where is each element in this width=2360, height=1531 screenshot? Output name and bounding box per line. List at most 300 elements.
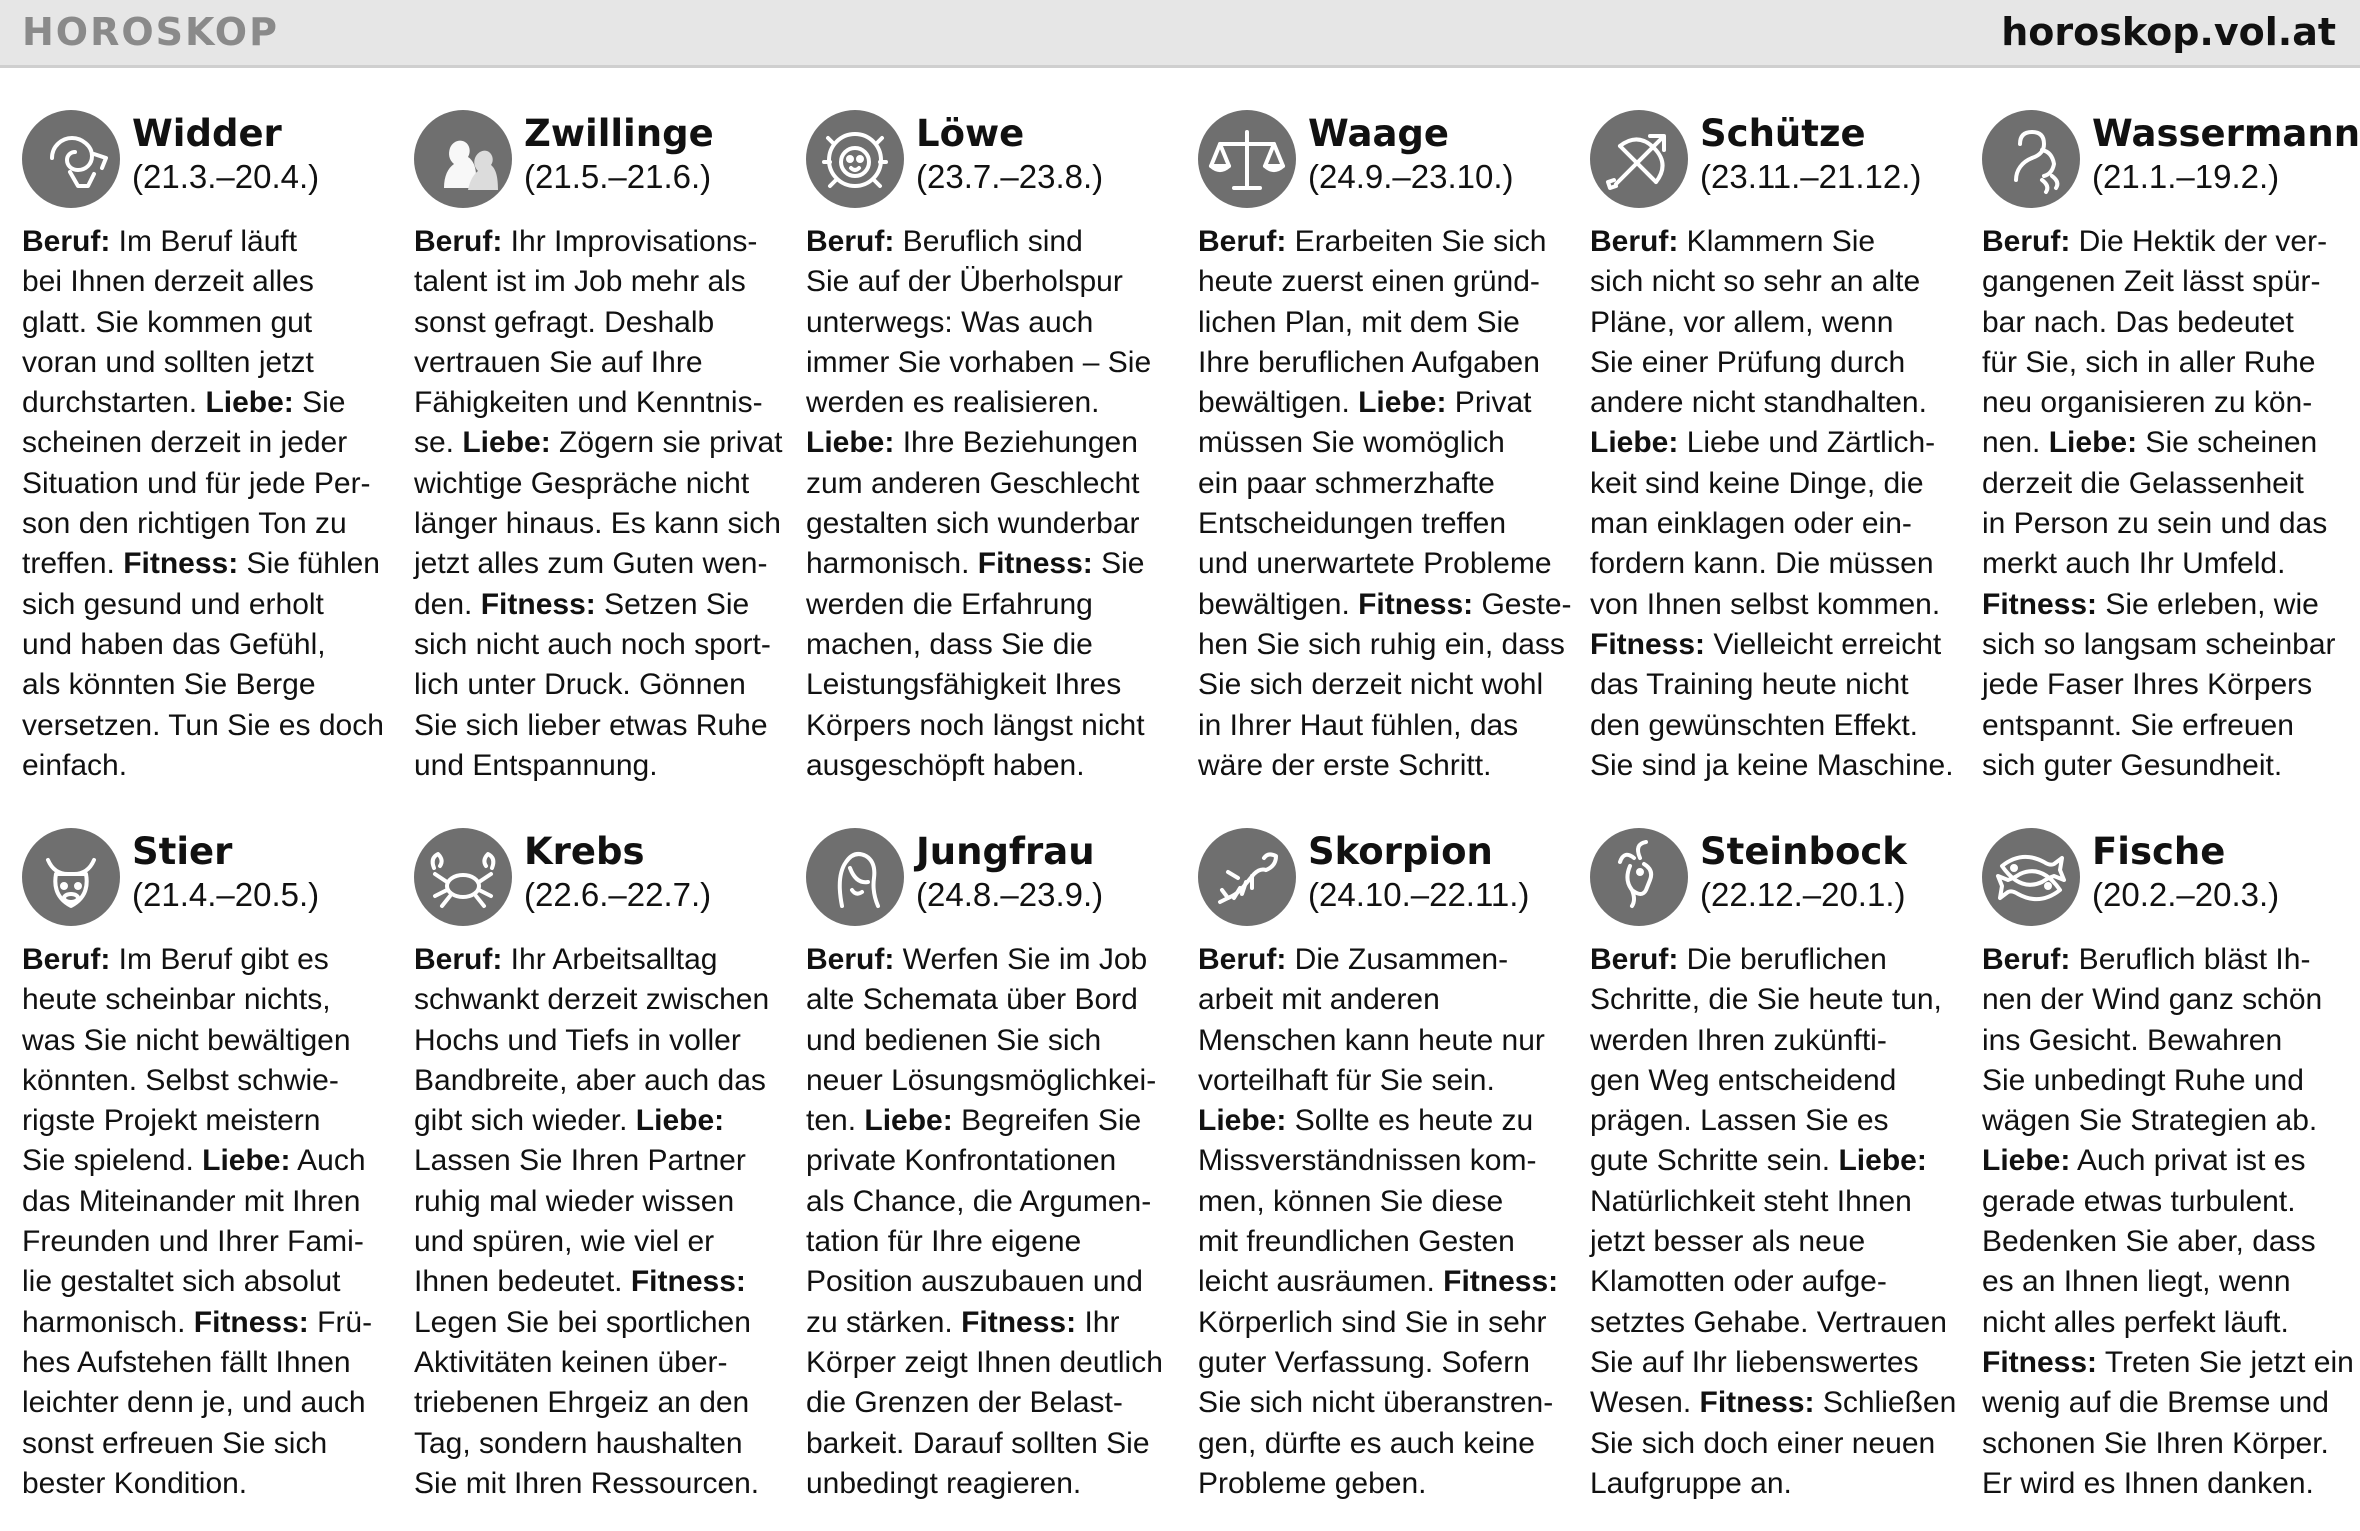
text-segment: zu stärken.: [806, 1305, 962, 1339]
category-label: Liebe:: [462, 426, 551, 460]
text-segment: nen der Wind ganz schön: [1982, 983, 2323, 1017]
text-line: [1982, 1262, 2354, 1302]
text-segment: und Entspannung.: [414, 748, 658, 782]
text-segment: Schritte, die Sie heute tun,: [1590, 983, 1942, 1017]
text-segment: Sie scheinen: [2137, 426, 2318, 460]
text-segment: vertrauen Sie auf Ihre: [414, 345, 703, 379]
horoscope-text: [806, 940, 1178, 1504]
text-line: [1198, 746, 1570, 786]
text-line: [1590, 1303, 1962, 1343]
text-segment: einfach.: [22, 748, 128, 782]
text-line: [1590, 1141, 1962, 1181]
text-segment: treffen.: [22, 547, 124, 581]
text-line: [1590, 1262, 1962, 1302]
text-line: [806, 262, 1178, 302]
text-line: [414, 504, 786, 544]
text-line: [22, 706, 394, 746]
sign-name: Waage: [1308, 112, 1450, 155]
category-label: Liebe:: [635, 1104, 725, 1138]
text-segment: ten.: [806, 1104, 865, 1138]
fish-icon: [1982, 828, 2080, 926]
horoscope-text: [1982, 222, 2354, 786]
sign-dates: (21.1.–19.2.): [2092, 158, 2280, 195]
text-line: [22, 1141, 394, 1181]
text-line: [414, 222, 786, 262]
text-line: [1590, 1101, 1962, 1141]
sign-name: Stier: [132, 830, 233, 873]
text-segment: Die beruflichen: [1678, 943, 1887, 976]
text-line: [1590, 1464, 1962, 1504]
text-line: [1198, 303, 1570, 343]
text-segment: wichtige Gespräche nicht: [414, 466, 750, 500]
text-line: [1198, 1303, 1570, 1343]
text-line: [1982, 303, 2354, 343]
category-label: Liebe:: [202, 1144, 291, 1178]
lion-icon: [806, 110, 904, 208]
text-segment: Ihre beruflichen Aufgaben: [1198, 345, 1540, 379]
text-line: [1982, 980, 2354, 1020]
text-line: [22, 1424, 394, 1464]
text-line: [22, 464, 394, 504]
horoscope-text: [414, 940, 786, 1504]
category-label: Liebe:: [205, 386, 294, 420]
text-segment: Sie fühlen: [238, 547, 380, 581]
text-line: [806, 1343, 1178, 1383]
text-line: [414, 1021, 786, 1061]
text-line: [22, 423, 394, 463]
text-segment: Tag, sondern haushalten: [414, 1426, 743, 1460]
text-segment: es an Ihnen liegt, wenn: [1982, 1265, 2291, 1299]
text-line: [1982, 1141, 2354, 1181]
category-label: Liebe:: [2048, 426, 2138, 460]
text-line: [1590, 464, 1962, 504]
text-line: [1198, 1343, 1570, 1383]
text-segment: neuer Lösungsmöglichkei-: [806, 1063, 1157, 1097]
text-segment: Geste-: [1473, 587, 1572, 621]
category-label: Beruf:: [1590, 943, 1679, 976]
category-label: Beruf:: [414, 943, 503, 976]
text-segment: gute Schritte sein.: [1590, 1144, 1839, 1178]
text-segment: Sie unbedingt Ruhe und: [1982, 1063, 2304, 1097]
text-line: [1198, 1061, 1570, 1101]
text-segment: unbedingt reagieren.: [806, 1466, 1082, 1500]
text-line: [806, 464, 1178, 504]
text-segment: bester Kondition.: [22, 1466, 248, 1500]
text-line: [1198, 1424, 1570, 1464]
text-segment: Sie spielend.: [22, 1144, 203, 1178]
text-line: [414, 980, 786, 1020]
text-segment: leicht ausräumen.: [1198, 1265, 1444, 1299]
text-segment: gen, dürfte es auch keine: [1198, 1426, 1535, 1460]
text-line: [1590, 262, 1962, 302]
text-segment: Er wird es Ihnen danken.: [1982, 1466, 2314, 1500]
horoscope-text: [806, 222, 1178, 786]
text-segment: Sie mit Ihren Ressourcen.: [414, 1466, 760, 1500]
category-label: Liebe:: [1982, 1144, 2071, 1178]
text-line: [414, 1343, 786, 1383]
text-segment: ins Gesicht. Bewahren: [1982, 1023, 2283, 1057]
text-segment: bewältigen.: [1198, 587, 1359, 621]
text-segment: Natürlichkeit steht Ihnen: [1590, 1184, 1912, 1218]
text-segment: Körpers noch längst nicht: [806, 708, 1145, 742]
text-segment: sich nicht auch noch sport-: [414, 627, 771, 661]
text-line: [1982, 383, 2354, 423]
category-label: Beruf:: [1590, 225, 1679, 258]
text-segment: Setzen Sie: [595, 587, 750, 621]
sign-name: Jungfrau: [916, 830, 1095, 873]
text-segment: Liebe und Zärtlich-: [1678, 426, 1936, 460]
text-line: [1982, 1182, 2354, 1222]
text-line: [22, 222, 394, 262]
text-line: [1982, 1343, 2354, 1383]
text-segment: sonst erfreuen Sie sich: [22, 1426, 328, 1460]
text-line: [806, 980, 1178, 1020]
text-segment: Hochs und Tiefs in voller: [414, 1023, 741, 1057]
text-segment: hes Aufstehen fällt Ihnen: [22, 1345, 351, 1379]
text-segment: Legen Sie bei sportlichen: [414, 1305, 751, 1339]
text-segment: lie gestaltet sich absolut: [22, 1265, 341, 1299]
text-segment: glatt. Sie kommen gut: [22, 305, 313, 339]
text-line: [414, 1141, 786, 1181]
text-segment: Fähigkeiten und Kenntnis-: [414, 386, 763, 420]
text-segment: Beruflich sind: [894, 225, 1083, 258]
text-segment: lich unter Druck. Gönnen: [414, 668, 746, 702]
text-segment: länger hinaus. Es kann sich: [414, 507, 781, 541]
text-line: [22, 383, 394, 423]
sign-dates: (22.6.–22.7.): [524, 876, 712, 913]
sign-name: Schütze: [1700, 112, 1866, 155]
text-line: [1590, 665, 1962, 705]
text-segment: wenig auf die Bremse und: [1982, 1386, 2329, 1420]
text-segment: Begreifen Sie: [952, 1104, 1142, 1138]
text-segment: den gewünschten Effekt.: [1590, 708, 1919, 742]
text-segment: zum anderen Geschlecht: [806, 466, 1140, 500]
text-line: [806, 706, 1178, 746]
text-line: [414, 464, 786, 504]
text-line: [1982, 1021, 2354, 1061]
text-segment: von Ihnen selbst kommen.: [1590, 587, 1941, 621]
text-line: [22, 940, 394, 980]
text-segment: derzeit die Gelassenheit: [1982, 466, 2304, 500]
text-segment: das Miteinander mit Ihren: [22, 1184, 361, 1218]
text-segment: hen Sie sich ruhig ein, dass: [1198, 627, 1565, 661]
sign-name: Steinbock: [1700, 830, 1907, 873]
text-line: [414, 665, 786, 705]
text-segment: Körper zeigt Ihnen deutlich: [806, 1345, 1163, 1379]
text-line: [1198, 1222, 1570, 1262]
text-line: [414, 544, 786, 584]
text-line: [1590, 1424, 1962, 1464]
category-label: Beruf:: [22, 225, 111, 258]
text-segment: Aktivitäten keinen über-: [414, 1345, 728, 1379]
text-line: [806, 544, 1178, 584]
text-segment: bar nach. Das bedeutet: [1982, 305, 2294, 339]
text-line: [1198, 383, 1570, 423]
text-segment: tation für Ihre eigene: [806, 1225, 1082, 1259]
text-segment: Zögern sie privat: [550, 426, 783, 460]
text-segment: entspannt. Sie erfreuen: [1982, 708, 2294, 742]
text-segment: für Sie, sich in aller Ruhe: [1982, 345, 2316, 379]
text-segment: könnten. Selbst schwie-: [22, 1063, 339, 1097]
text-line: [806, 1424, 1178, 1464]
category-label: Fitness:: [630, 1265, 746, 1299]
text-line: [414, 1464, 786, 1504]
text-segment: jede Faser Ihres Körpers: [1982, 668, 2313, 702]
text-line: [1590, 625, 1962, 665]
text-segment: heute scheinbar nichts,: [22, 983, 331, 1017]
text-segment: nen.: [1982, 426, 2049, 460]
text-line: [22, 625, 394, 665]
text-segment: wäre der erste Schritt.: [1198, 748, 1492, 782]
text-segment: müssen Sie womöglich: [1198, 426, 1505, 460]
text-line: [1590, 940, 1962, 980]
text-line: [414, 1303, 786, 1343]
sign-dates: (24.10.–22.11.): [1308, 876, 1530, 913]
text-segment: scheinen derzeit in jeder: [22, 426, 348, 460]
text-line: [1590, 1383, 1962, 1423]
text-line: [806, 504, 1178, 544]
sign-name: Widder: [132, 112, 282, 155]
text-segment: Bandbreite, aber auch das: [414, 1063, 766, 1097]
text-line: [1198, 1383, 1570, 1423]
text-line: [1590, 544, 1962, 584]
text-line: [806, 625, 1178, 665]
text-segment: das Training heute nicht: [1590, 668, 1909, 702]
text-line: [1198, 423, 1570, 463]
text-segment: andere nicht standhalten.: [1590, 386, 1927, 420]
text-line: [414, 1101, 786, 1141]
text-line: [1590, 585, 1962, 625]
text-segment: machen, dass Sie die: [806, 627, 1093, 661]
text-segment: den.: [414, 587, 481, 621]
text-segment: Lassen Sie Ihren Partner: [414, 1144, 746, 1178]
text-line: [1982, 1424, 2354, 1464]
text-segment: Privat: [1446, 386, 1532, 420]
text-line: [1198, 262, 1570, 302]
text-segment: man einklagen oder ein-: [1590, 507, 1912, 541]
text-line: [806, 1464, 1178, 1504]
text-segment: mit freundlichen Gesten: [1198, 1225, 1515, 1259]
text-segment: versetzen. Tun Sie es doch: [22, 708, 384, 742]
text-line: [1198, 940, 1570, 980]
category-label: Liebe:: [806, 426, 895, 460]
text-line: [1198, 464, 1570, 504]
sign-dates: (21.5.–21.6.): [524, 158, 712, 195]
text-segment: Sie sich nicht überanstren-: [1198, 1386, 1554, 1420]
text-line: [414, 940, 786, 980]
horoscope-text: [1982, 940, 2354, 1504]
text-line: [22, 1303, 394, 1343]
category-label: Beruf:: [414, 225, 503, 258]
text-segment: ausgeschöpft haben.: [806, 748, 1085, 782]
text-line: [414, 585, 786, 625]
text-line: [22, 665, 394, 705]
text-segment: gangenen Zeit lässt spür-: [1982, 265, 2321, 299]
text-segment: merkt auch Ihr Umfeld.: [1982, 547, 2286, 581]
category-label: Beruf:: [1198, 943, 1287, 976]
text-segment: nicht alles perfekt läuft.: [1982, 1305, 2289, 1339]
text-line: [1982, 464, 2354, 504]
text-segment: jetzt besser als neue: [1590, 1225, 1866, 1259]
text-segment: Sie sich derzeit nicht wohl: [1198, 668, 1544, 702]
horoscope-text: [1198, 940, 1570, 1504]
text-segment: barkeit. Darauf sollten Sie: [806, 1426, 1150, 1460]
text-line: [22, 1262, 394, 1302]
text-segment: und spüren, wie viel er: [414, 1225, 715, 1259]
text-segment: Sollte es heute zu: [1286, 1104, 1534, 1138]
text-line: [22, 1101, 394, 1141]
text-segment: Sie sich lieber etwas Ruhe: [414, 708, 768, 742]
text-line: [22, 343, 394, 383]
text-segment: Treten Sie jetzt ein: [2097, 1345, 2354, 1379]
text-line: [806, 1262, 1178, 1302]
text-line: [1198, 665, 1570, 705]
sign-name: Zwillinge: [524, 112, 714, 155]
category-label: Fitness:: [193, 1305, 309, 1339]
section-title: HOROSKOP: [22, 10, 279, 54]
text-segment: schwankt derzeit zwischen: [414, 983, 770, 1017]
bull-icon: [22, 828, 120, 926]
text-line: [1198, 222, 1570, 262]
site-url-link[interactable]: horoskop.vol.at: [2001, 10, 2336, 54]
text-line: [1198, 1464, 1570, 1504]
text-segment: Ihnen bedeutet.: [414, 1265, 631, 1299]
text-line: [1198, 1262, 1570, 1302]
text-segment: alte Schemata über Bord: [806, 983, 1138, 1017]
horoscope-text: [22, 940, 394, 1504]
text-line: [806, 1182, 1178, 1222]
category-label: Fitness:: [1982, 587, 2098, 621]
text-segment: fordern kann. Die müssen: [1590, 547, 1934, 581]
text-segment: Missverständnissen kom-: [1198, 1144, 1537, 1178]
text-segment: Pläne, vor allem, wenn: [1590, 305, 1894, 339]
horoscope-text: [22, 222, 394, 786]
virgin-icon: [806, 828, 904, 926]
text-line: [1982, 222, 2354, 262]
text-segment: werden Ihren zukünfti-: [1590, 1023, 1887, 1057]
text-line: [1590, 383, 1962, 423]
text-line: [1982, 262, 2354, 302]
text-line: [22, 544, 394, 584]
crab-icon: [414, 828, 512, 926]
text-segment: durchstarten.: [22, 386, 206, 420]
text-segment: talent ist im Job mehr als: [414, 265, 746, 299]
text-line: [22, 1222, 394, 1262]
category-label: Beruf:: [1198, 225, 1287, 258]
text-line: [414, 1222, 786, 1262]
text-line: [1198, 343, 1570, 383]
text-line: [1198, 585, 1570, 625]
text-segment: schonen Sie Ihren Körper.: [1982, 1426, 2329, 1460]
text-segment: sich gesund und erholt: [22, 587, 324, 621]
text-segment: prägen. Lassen Sie es: [1590, 1104, 1889, 1138]
text-segment: und unerwartete Probleme: [1198, 547, 1552, 581]
text-segment: in Ihrer Haut fühlen, das: [1198, 708, 1519, 742]
text-line: [1982, 1303, 2354, 1343]
ram-icon: [22, 110, 120, 208]
text-segment: triebenen Ehrgeiz an den: [414, 1386, 750, 1420]
text-segment: sonst gefragt. Deshalb: [414, 305, 715, 339]
text-line: [414, 1262, 786, 1302]
sign-dates: (20.2.–20.3.): [2092, 876, 2280, 913]
text-segment: unterwegs: Was auch: [806, 305, 1094, 339]
text-segment: und haben das Gefühl,: [22, 627, 326, 661]
category-label: Liebe:: [1198, 1104, 1287, 1138]
text-segment: Sie: [293, 386, 346, 420]
text-segment: Sie auf der Überholspur: [806, 265, 1123, 299]
text-segment: sich guter Gesundheit.: [1982, 748, 2283, 782]
text-line: [22, 585, 394, 625]
text-line: [806, 343, 1178, 383]
text-line: [1982, 544, 2354, 584]
text-segment: werden es realisieren.: [806, 386, 1100, 420]
text-line: [1590, 423, 1962, 463]
horoscope-text: [1590, 222, 1962, 786]
horoscope-text: [1590, 940, 1962, 1504]
text-segment: men, können Sie diese: [1198, 1184, 1504, 1218]
horoscope-text: [1198, 222, 1570, 786]
text-line: [1982, 1222, 2354, 1262]
text-line: [1590, 1021, 1962, 1061]
text-line: [1590, 222, 1962, 262]
text-line: [806, 1021, 1178, 1061]
text-line: [22, 1021, 394, 1061]
text-line: [1982, 1464, 2354, 1504]
text-segment: sich nicht so sehr an alte: [1590, 265, 1921, 299]
text-line: [806, 1101, 1178, 1141]
text-line: [22, 1061, 394, 1101]
scorpion-icon: [1198, 828, 1296, 926]
text-line: [806, 303, 1178, 343]
text-line: [1982, 1061, 2354, 1101]
text-line: [22, 746, 394, 786]
text-segment: voran und sollten jetzt: [22, 345, 314, 379]
text-segment: setztes Gehabe. Vertrauen: [1590, 1305, 1947, 1339]
sign-name: Fische: [2092, 830, 2226, 873]
text-segment: neu organisieren zu kön-: [1982, 386, 2313, 420]
text-segment: vorteilhaft für Sie sein.: [1198, 1063, 1495, 1097]
text-segment: leichter denn je, und auch: [22, 1386, 366, 1420]
ibex-icon: [1590, 828, 1688, 926]
text-segment: keit sind keine Dinge, die: [1590, 466, 1924, 500]
text-line: [22, 1343, 394, 1383]
text-segment: Sie einer Prüfung durch: [1590, 345, 1906, 379]
category-label: Beruf:: [22, 943, 111, 976]
text-line: [806, 1141, 1178, 1181]
text-segment: jetzt alles zum Guten wen-: [414, 547, 768, 581]
text-segment: Werfen Sie im Job: [894, 943, 1148, 976]
text-segment: Die Hektik der ver-: [2070, 225, 2328, 258]
text-line: [806, 1061, 1178, 1101]
sign-dates: (22.12.–20.1.): [1700, 876, 1906, 913]
sign-dates: (24.8.–23.9.): [916, 876, 1104, 913]
category-label: Liebe:: [1838, 1144, 1927, 1178]
text-line: [22, 1182, 394, 1222]
category-label: Fitness:: [123, 547, 239, 581]
text-line: [806, 746, 1178, 786]
text-segment: immer Sie vorhaben – Sie: [806, 345, 1152, 379]
text-segment: Sie sich doch einer neuen: [1590, 1426, 1936, 1460]
text-segment: Auch privat ist es: [2070, 1144, 2306, 1178]
category-label: Beruf:: [806, 225, 895, 258]
text-line: [414, 625, 786, 665]
text-line: [806, 940, 1178, 980]
text-segment: Körperlich sind Sie in sehr: [1198, 1305, 1547, 1339]
text-line: [22, 1383, 394, 1423]
category-label: Fitness:: [977, 547, 1093, 581]
text-line: [1590, 1222, 1962, 1262]
text-segment: Sie: [1092, 547, 1145, 581]
